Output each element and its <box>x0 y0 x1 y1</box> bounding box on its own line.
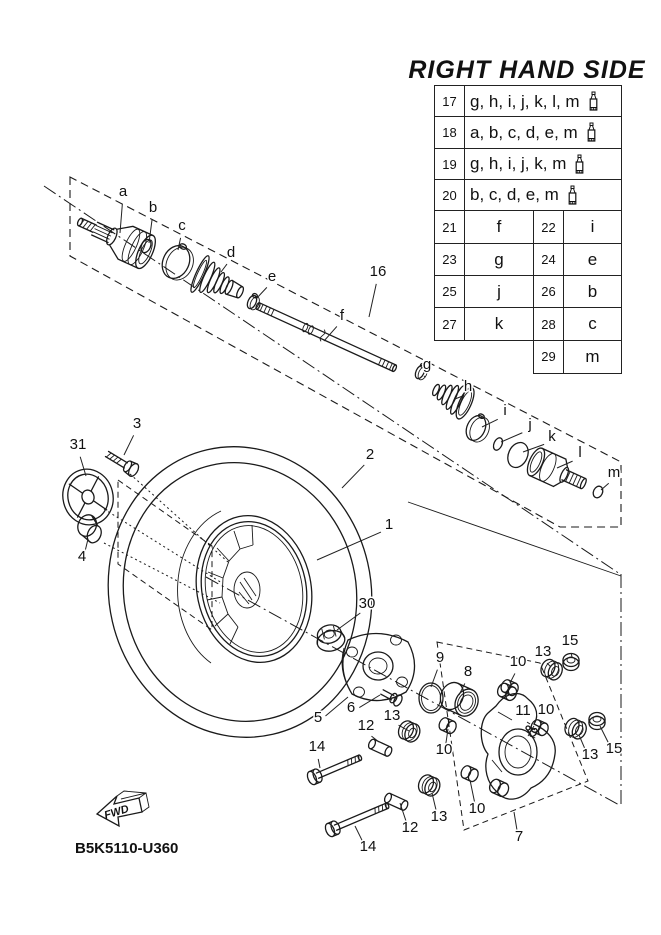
callout-label-13: 13 <box>534 643 552 660</box>
page-title: RIGHT HAND SIDE <box>408 56 646 84</box>
callout-label-16: 16 <box>369 263 387 280</box>
callout-label-13: 13 <box>581 746 599 763</box>
knuckle-7 <box>481 682 555 800</box>
callout-label-14: 14 <box>359 838 377 855</box>
leader-line <box>369 284 376 317</box>
fwd-label: FWD <box>102 803 131 822</box>
part-letter: f <box>465 211 534 243</box>
callout-label-e: e <box>267 268 277 285</box>
panel-edge-line <box>408 502 621 576</box>
part-number: 24 <box>534 244 564 276</box>
part-letters-text: b, c, d, e, m <box>470 185 559 205</box>
callout-label-15: 15 <box>605 740 623 757</box>
cv-boot-d <box>188 254 251 311</box>
table-row <box>434 243 622 277</box>
table-row <box>434 275 622 309</box>
callout-label-1: 1 <box>384 516 394 533</box>
callout-label-j: j <box>528 416 532 433</box>
part-letters-text: g, h, i, j, k, m <box>470 154 567 174</box>
table-row <box>434 210 622 244</box>
leader-line <box>601 483 609 490</box>
callout-label-31: 31 <box>69 436 87 453</box>
callout-label-6: 6 <box>346 699 356 716</box>
hub-centerline <box>206 577 621 806</box>
leader-line <box>337 613 360 630</box>
callout-label-15: 15 <box>561 632 579 649</box>
leader-line <box>221 264 227 272</box>
callout-label-8: 8 <box>463 663 473 680</box>
part-letters <box>465 149 621 180</box>
table-row <box>434 307 622 341</box>
part-letters <box>465 180 621 211</box>
snap-ring-9 <box>419 683 443 713</box>
callout-label-d: d <box>226 244 236 261</box>
callout-label-m: m <box>607 464 621 481</box>
boot-clamp-c <box>157 239 199 285</box>
grease-tube-icon <box>585 122 598 143</box>
grease-tube-icon <box>573 154 586 175</box>
callout-label-13: 13 <box>430 808 448 825</box>
part-code: B5K5110-U360 <box>75 840 179 857</box>
parts-table <box>434 85 622 374</box>
part-number: 28 <box>534 308 564 340</box>
boot-clamp-i <box>462 411 494 446</box>
nut-15-low <box>589 713 605 730</box>
leader-line <box>318 759 320 768</box>
wheel-spokes <box>207 525 260 644</box>
part-letter: b <box>587 281 598 301</box>
leader-line <box>547 663 551 667</box>
part-number: 29 <box>534 341 564 373</box>
callout-label-12: 12 <box>401 819 419 836</box>
callout-label-2: 2 <box>365 446 375 463</box>
sleeve-12-top <box>367 738 393 757</box>
grease-tube-icon <box>587 91 600 112</box>
wheel-hub <box>342 633 415 700</box>
callout-label-10: 10 <box>468 800 486 817</box>
part-number: 18 <box>435 117 465 148</box>
callout-label-11: 11 <box>515 702 531 719</box>
callout-label-10: 10 <box>537 701 555 718</box>
wheel-cap-31 <box>57 464 119 530</box>
part-number: 23 <box>435 244 465 276</box>
part-letter: g <box>465 244 534 276</box>
part-number: 25 <box>435 276 465 308</box>
leader-line <box>124 435 134 455</box>
snap-ring-m <box>591 485 604 500</box>
part-letter: k <box>465 308 534 340</box>
hub-stud-6 <box>379 687 404 708</box>
callout-label-3: 3 <box>132 415 142 432</box>
bolt-14-top <box>306 751 364 786</box>
wheel-bolt-3 <box>103 448 140 478</box>
leader-line <box>424 376 425 377</box>
callout-label-30: 30 <box>358 595 376 612</box>
seal-13-low <box>416 772 443 798</box>
callout-label-4: 4 <box>77 548 87 565</box>
grease-tube-icon <box>566 185 579 206</box>
callout-label-k: k <box>548 428 556 445</box>
leader-line <box>80 457 86 476</box>
callout-label-14: 14 <box>308 738 326 755</box>
callout-label-b: b <box>148 199 158 216</box>
callout-label-9: 9 <box>435 649 445 666</box>
part-letters-text: a, b, c, d, e, m <box>470 122 578 142</box>
callout-label-5: 5 <box>313 709 323 726</box>
callout-label-10: 10 <box>435 741 453 758</box>
leader-line <box>359 695 380 708</box>
leader-line <box>527 722 530 724</box>
leader-line <box>342 465 364 488</box>
table-row <box>434 179 622 212</box>
callout-label-7: 7 <box>514 828 524 845</box>
part-letter: m <box>585 346 600 366</box>
part-number: 21 <box>435 211 465 243</box>
drive-shaft-f <box>254 300 398 374</box>
table-row <box>434 116 622 149</box>
part-letters <box>465 86 621 117</box>
part-letter: j <box>465 276 534 308</box>
callout-label-a: a <box>118 183 128 200</box>
part-letters-text: g, h, i, j, k, l, m <box>470 91 580 111</box>
part-number: 22 <box>534 211 564 243</box>
leader-line <box>501 433 522 442</box>
callout-label-12: 12 <box>357 717 375 734</box>
part-letters <box>465 117 621 148</box>
ring-j <box>492 436 505 451</box>
callout-label-13: 13 <box>383 707 401 724</box>
table-row <box>434 148 622 181</box>
callout-label-g: g <box>422 356 432 373</box>
leader-line <box>317 532 381 560</box>
callout-label-h: h <box>463 378 473 395</box>
part-number: 27 <box>435 308 465 340</box>
part-letter: e <box>587 249 598 269</box>
callout-label-c: c <box>178 217 186 234</box>
callout-label-i: i <box>503 402 507 419</box>
part-letter: i <box>590 217 595 237</box>
leader-line <box>325 697 348 716</box>
part-number: 19 <box>435 149 465 180</box>
table-row <box>533 340 622 374</box>
knuckle-dashed-box <box>437 642 588 830</box>
leader-line <box>557 461 573 468</box>
part-number: 26 <box>534 276 564 308</box>
leader-line <box>256 287 267 299</box>
part-number: 20 <box>435 180 465 211</box>
callout-label-l: l <box>578 444 582 461</box>
bolt-14-low <box>324 799 392 838</box>
part-letter: c <box>588 314 597 334</box>
table-row <box>434 85 622 118</box>
nut-15-top <box>563 654 579 671</box>
callout-label-10: 10 <box>509 653 527 670</box>
cv-joint-outer-a <box>71 205 160 271</box>
callout-label-f: f <box>339 307 345 324</box>
part-number: 17 <box>435 86 465 117</box>
fwd-arrow <box>97 791 149 826</box>
